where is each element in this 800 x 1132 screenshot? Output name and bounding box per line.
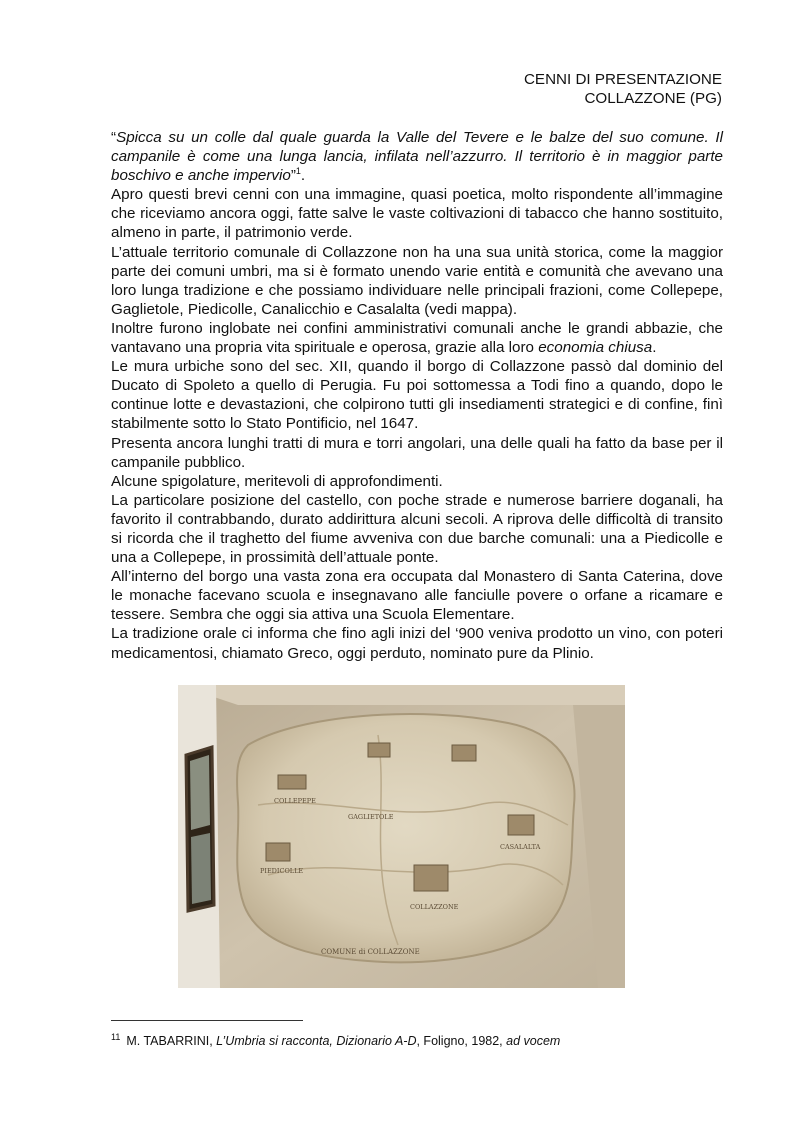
painted-map bbox=[237, 714, 574, 962]
town-drawing bbox=[278, 775, 306, 789]
header-title: CENNI DI PRESENTAZIONE bbox=[523, 71, 722, 88]
town-drawing bbox=[368, 743, 390, 757]
map-label-collepepe: COLLEPEPE bbox=[274, 797, 316, 805]
paragraph: Le mura urbiche sono del sec. XII, quando il borgo di Collazzone passò dal dominio del Ducato di Spoleto a quello di Perugia. Fu poi sottomessa a Todi fino a quando, dopo le continue lotte e devastazioni, che colpirono tutti gli insediamenti strategici e di confine, finì stabilmente sotto lo Stato Pontificio, nel 1647. bbox=[111, 358, 723, 433]
quote-text: Spicca su un colle dal quale guarda la Valle del Tevere e le balze del suo comune. Il campanile è come una lunga lancia, infilata nell’azzurro. Il territorio è in maggior parte boschivo e anche impervio bbox=[111, 129, 723, 185]
map-label-casalalta: CASALALTA bbox=[500, 843, 541, 851]
footnote-number: 11 bbox=[111, 1032, 121, 1042]
header-subtitle: COLLAZZONE (PG) bbox=[584, 90, 722, 107]
document-body bbox=[111, 128, 723, 663]
opening-quote: “Spicca su un colle dal quale guarda la Valle del Tevere e le balze del suo comune. Il campanile è come una lunga lancia, infilata nell’azzurro. Il territorio è in maggior parte boschivo e anche impervio”$^1$. bbox=[111, 129, 723, 185]
footnote-title: L’Umbria si racconta, Dizionario A-D bbox=[216, 1034, 417, 1049]
map-photo-illustration bbox=[178, 685, 625, 988]
paragraph: La tradizione orale ci informa che fino agli inizi del ‘900 veniva prodotto un vino, con poteri medicamentosi, chiamato Greco, oggi perduto, nominato pure da Plinio. bbox=[111, 625, 723, 662]
footnote: $^{11}$ M. TABARRINI, L’Umbria si racconta, Dizionario A-D, Foligno, 1982, ad vocem bbox=[111, 1032, 561, 1049]
paragraph: All’interno del borgo una vasta zona era occupata dal Monastero di Santa Caterina, dove le monache facevano scuola e insegnavano alle fanciulle povere o orfane a ricamare e tessere. Sembra che oggi sia attiva una Scuola Elementare. bbox=[111, 568, 723, 624]
italic-term: economia chiusa bbox=[538, 339, 653, 357]
paragraph: L’attuale territorio comunale di Collazzone non ha una sua unità storica, come la maggior parte dei comuni umbri, ma si è formato unendo varie entità e comunità che avevano una loro lunga tradizione e che possiamo individuare nelle principali frazioni, come Collepepe, Gaglietole, Piedicolle, Canalicchio e Casalalta (vedi mappa). bbox=[111, 243, 723, 318]
ceiling bbox=[178, 685, 625, 705]
footnote-divider bbox=[111, 1020, 303, 1021]
document-header bbox=[524, 70, 722, 108]
map-caption: COMUNE di COLLAZZONE bbox=[321, 948, 420, 956]
map-photo bbox=[178, 685, 625, 988]
town-drawing bbox=[508, 815, 534, 835]
window-pane bbox=[191, 833, 211, 904]
paragraph: Presenta ancora lunghi tratti di mura e torri angolari, una delle quali ha fatto da base per il campanile pubblico. bbox=[111, 434, 723, 471]
town-drawing bbox=[414, 865, 448, 891]
map-label-gaglietole: GAGLIETOLE bbox=[348, 813, 394, 821]
paragraph: Inoltre furono inglobate nei confini amministrativi comunali anche le grandi abbazie, che vantavano una propria vita spirituale e operosa, grazie alla loro economia chiusa. bbox=[111, 319, 723, 357]
map-label-piedicolle: PIEDICOLLE bbox=[260, 867, 304, 875]
map-label-collazzone: COLLAZZONE bbox=[410, 903, 459, 911]
town-drawing bbox=[452, 745, 476, 761]
paragraph: Alcune spigolature, meritevoli di approfondimenti. bbox=[111, 472, 443, 490]
town-drawing bbox=[266, 843, 290, 861]
paragraph: Apro questi brevi cenni con una immagine, quasi poetica, molto rispondente all’immagine che riceviamo ancora oggi, fatte salve le vaste coltivazioni di tabacco che hanno sostituito, almeno in parte, il patrimonio verde. bbox=[111, 186, 723, 242]
window-pane bbox=[190, 755, 210, 830]
footnote-reference: 1 bbox=[295, 166, 301, 177]
paragraph: La particolare posizione del castello, con poche strade e numerose barriere doganali, ha favorito il contrabbando, durato addirittura alcuni secoli. A riprova delle difficoltà di transito si ricorda che il traghetto del fiume avveniva con due barche comunali: una a Piedicolle e una a Collepepe, in prossimità dell’attuale ponte. bbox=[111, 491, 723, 567]
footnote-suffix: ad vocem bbox=[506, 1034, 561, 1049]
